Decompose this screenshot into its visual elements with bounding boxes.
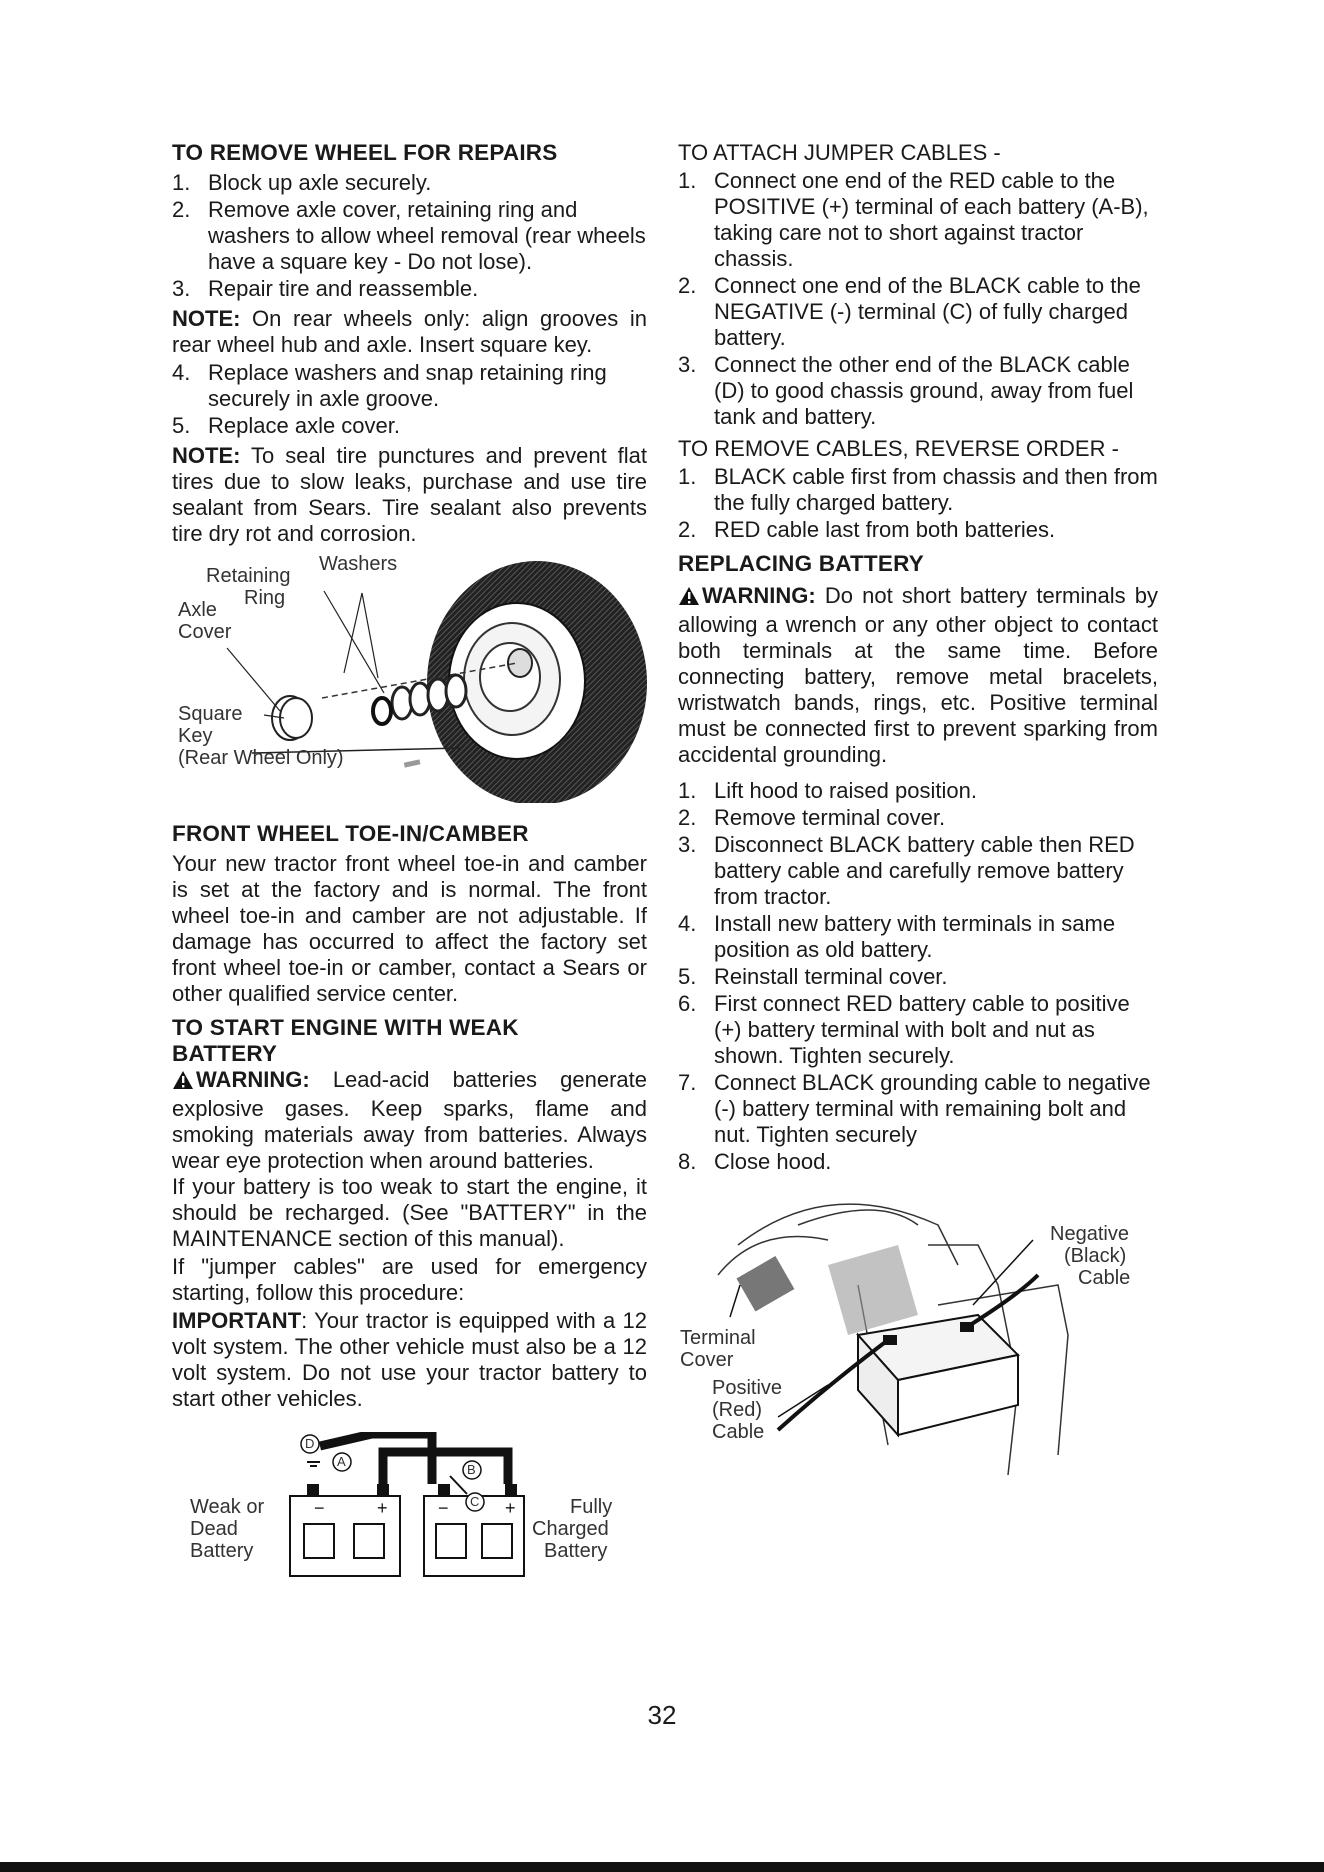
svg-text:+: + xyxy=(505,1498,516,1518)
remove-wheel-heading: TO REMOVE WHEEL FOR REPAIRS xyxy=(172,140,558,165)
warning-triangle-icon xyxy=(172,1070,194,1096)
list-item: 6. First connect RED battery cable to positive (+) battery terminal with bolt and nut as shown. Tighten securely. xyxy=(678,991,1130,1068)
replacing-battery-steps xyxy=(678,778,1158,1175)
bottom-scan-edge xyxy=(0,1862,1324,1872)
attach-jumper-steps xyxy=(678,168,1158,430)
list-item: 3. Connect the other end of the BLACK cable (D) to good chassis ground, away from fuel tank and battery. xyxy=(678,352,1134,429)
battery-right-label: Battery xyxy=(544,1540,608,1562)
toe-in-text: Your new tractor front wheel toe-in and camber is set at the factory and is normal. The front wheel toe-in and camber are not adjustable. If damage has occurred to affect the factory set front wheel toe-in or camber, contact a Sears or other qualified service center. xyxy=(172,851,647,1006)
jumper-cables-paragraph: If "jumper cables" are used for emergency starting, follow this procedure: xyxy=(172,1254,647,1305)
washers-label: Washers xyxy=(319,553,398,575)
list-item: 1. Block up axle securely. xyxy=(172,170,432,195)
list-item: 1. Connect one end of the RED cable to the POSITIVE (+) terminal of each battery (A-B), taking care not to short against tractor chassis. xyxy=(678,168,1149,271)
remove-cables-steps xyxy=(678,464,1158,543)
attach-jumper-heading: TO ATTACH JUMPER CABLES - xyxy=(678,140,1001,165)
list-item: 2. Connect one end of the BLACK cable to the NEGATIVE (-) terminal (C) of fully charged battery. xyxy=(678,273,1141,350)
weak-battery-heading: TO START ENGINE WITH WEAK BATTERY xyxy=(172,1015,519,1066)
positive-label: Positive xyxy=(712,1377,783,1399)
remove-wheel-steps xyxy=(172,170,647,302)
retaining-label: Retaining xyxy=(206,565,291,587)
list-item: 7. Connect BLACK grounding cable to negative (-) battery terminal with remaining bolt and nut. Tighten securely xyxy=(678,1070,1151,1147)
svg-text:−: − xyxy=(314,1498,325,1518)
fully-label: Fully xyxy=(570,1496,613,1518)
key-label: Key xyxy=(178,725,213,747)
list-item: 1. BLACK cable first from chassis and then from the fully charged battery. xyxy=(678,464,1158,515)
cover-label: Cover xyxy=(178,621,232,643)
battery-left-label: Battery xyxy=(190,1540,254,1562)
red-label: (Red) xyxy=(712,1399,763,1421)
list-item: 4. Install new battery with terminals in same position as old battery. xyxy=(678,911,1116,962)
label-c: C xyxy=(470,1494,480,1509)
ring-label: Ring xyxy=(244,587,286,609)
svg-text:+: + xyxy=(377,1498,388,1518)
recharge-paragraph: If your battery is too weak to start the engine, it should be recharged. (See "BATTERY" in the MAINTENANCE section of this manual). xyxy=(172,1174,647,1251)
battery-installation-figure xyxy=(678,1185,1158,1475)
list-item: 2. Remove axle cover, retaining ring and washers to allow wheel removal (rear wheels have a square key - Do not lose). xyxy=(172,197,646,274)
label-a: A xyxy=(337,1454,346,1469)
svg-text:−: − xyxy=(438,1498,449,1518)
replacing-battery-heading: REPLACING BATTERY xyxy=(678,551,924,576)
jumper-cable-figure xyxy=(172,1432,647,1582)
weak-or-label: Weak or xyxy=(190,1496,265,1518)
left-column xyxy=(172,140,647,1582)
negative-label: Negative xyxy=(1050,1223,1129,1245)
list-item: 8. Close hood. xyxy=(678,1149,832,1174)
axle-label: Axle xyxy=(178,599,217,621)
right-column xyxy=(678,140,1158,1475)
toe-in-heading: FRONT WHEEL TOE-IN/CAMBER xyxy=(172,821,529,846)
list-item: 5. Replace axle cover. xyxy=(172,413,400,438)
list-item: 2. RED cable last from both batteries. xyxy=(678,517,1056,542)
replacing-battery-warning: WARNING: Do not short battery terminals by allowing a wrench or any other object to contact both terminals at the same time. Before connecting battery, remove metal bracelets, wristwatch bands, rings, etc. Positive terminal must be connected first to prevent sparking from accidental grounding. xyxy=(678,583,1158,767)
list-item: 5. Reinstall terminal cover. xyxy=(678,964,948,989)
square-label: Square xyxy=(178,703,243,725)
rear-wheel-note: NOTE: On rear wheels only: align grooves in rear wheel hub and axle. Insert square key. xyxy=(172,306,647,357)
important-paragraph: IMPORTANT: Your tractor is equipped with a 12 volt system. The other vehicle must also be a 12 volt system. Do not use your tractor battery to start other vehicles. xyxy=(172,1308,647,1411)
rear-wheel-only-label: (Rear Wheel Only) xyxy=(178,747,344,769)
wheel-assembly-figure xyxy=(172,553,647,803)
list-item: 2. Remove terminal cover. xyxy=(678,805,946,830)
list-item: 1. Lift hood to raised position. xyxy=(678,778,977,803)
negative-cable-label: Cable xyxy=(1078,1267,1131,1289)
charged-label: Charged xyxy=(532,1518,609,1540)
warning-triangle-icon xyxy=(678,586,700,612)
list-item: 3. Disconnect BLACK battery cable then RED battery cable and carefully remove battery from tractor. xyxy=(678,832,1135,909)
page-number: 32 xyxy=(647,1700,677,1730)
terminal-cover-label: Cover xyxy=(680,1349,734,1371)
terminal-label: Terminal xyxy=(680,1327,756,1349)
list-item: 3. Repair tire and reassemble. xyxy=(172,276,479,301)
remove-wheel-steps-continued xyxy=(172,360,647,439)
tire-sealant-note: NOTE: To seal tire punctures and prevent flat tires due to slow leaks, purchase and use tire sealant from Sears. Tire sealant also prevents tire dry rot and corrosion. xyxy=(172,443,647,546)
positive-cable-label: Cable xyxy=(712,1421,765,1443)
label-b: B xyxy=(467,1462,476,1477)
dead-label: Dead xyxy=(190,1518,238,1540)
weak-battery-warning: WARNING: Lead-acid batteries generate explosive gases. Keep sparks, flame and smoking materials away from batteries. Always wear eye protection when around batteries. xyxy=(172,1067,647,1173)
remove-cables-heading: TO REMOVE CABLES, REVERSE ORDER - xyxy=(678,436,1119,461)
label-d: D xyxy=(305,1436,315,1451)
list-item: 4. Replace washers and snap retaining ring securely in axle groove. xyxy=(172,360,607,411)
black-label: (Black) xyxy=(1064,1245,1127,1267)
